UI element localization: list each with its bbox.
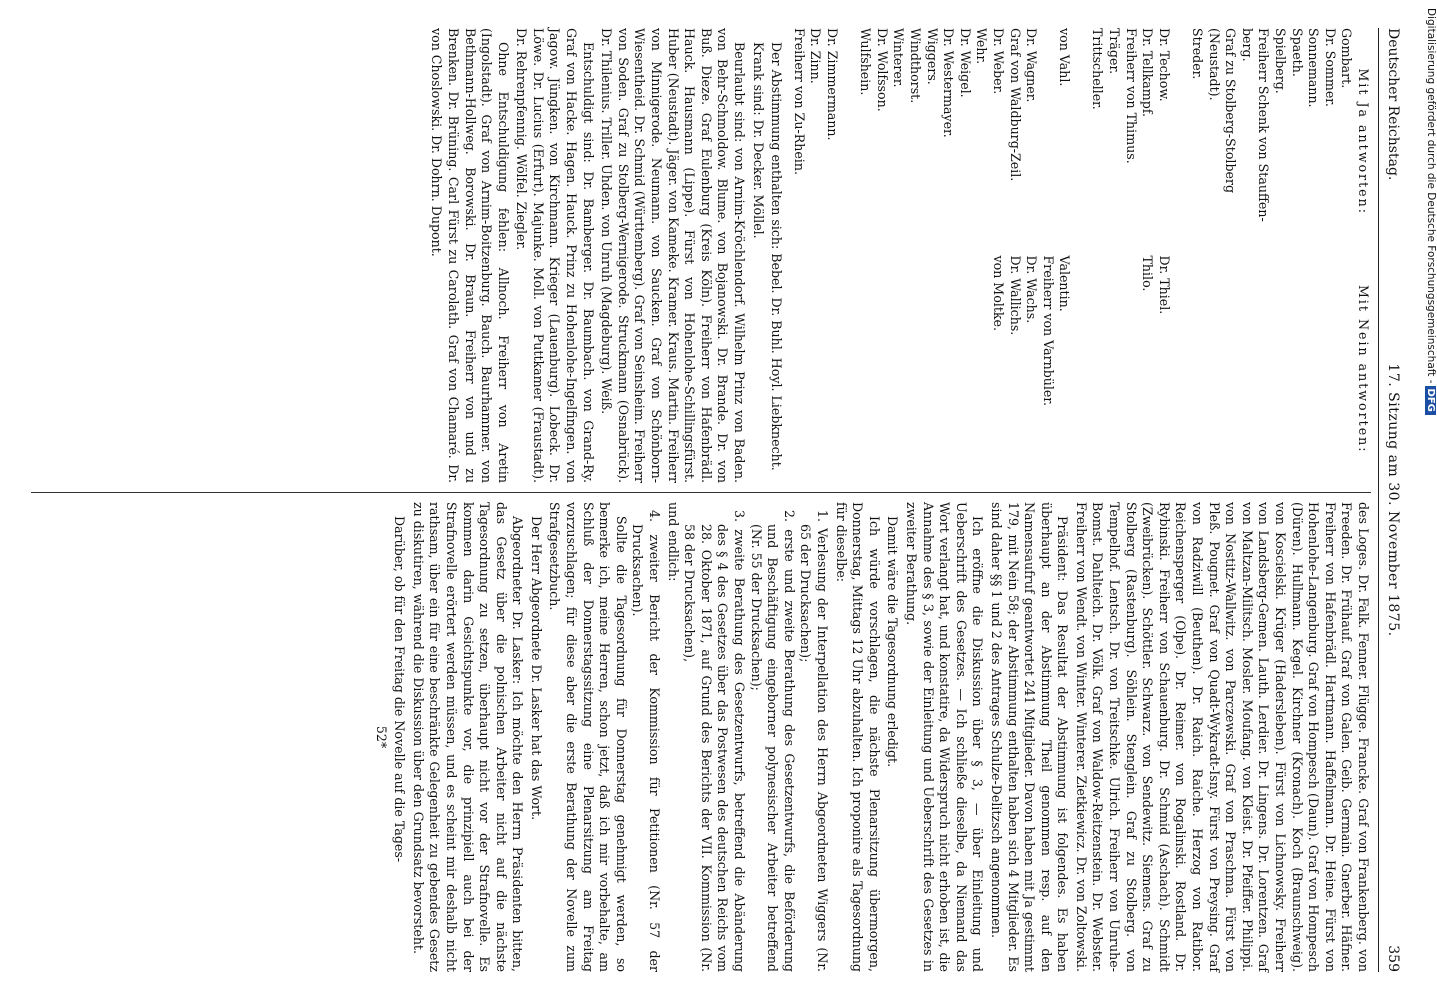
ja-voter: Gombart. [1339,28,1355,89]
sick-paragraph: Krank sind: Dr. Decker. Möllel. [750,42,766,239]
ja-voter: Graf zu Stolberg-Stolberg [1223,28,1239,194]
nein-voter: von Moltke. [990,255,1006,331]
ja-voter: Freiherr von Zu-Rhein. [791,28,807,175]
ja-voter: Dr. Wolfsson. [874,28,890,112]
nein-voter: Freiherr von Varnbüler. [1040,255,1056,407]
paragraph-3-discussion: Ich eröffne die Diskussion über § 3, — über Einleitung und Ueberschrift des Gesetzes. — Ich schließe dieselbe, da Niemand das Wort verlangt hat, und konstatire, da Widerspruch nicht erhoben ist, die Annahme des § 3, sowie der Einleitung und Ueberschrift des Gesetzes in zweiter Berathung. [903,502,986,972]
ja-voter: Windthorst. [907,28,923,104]
dfg-credit-text: Digitalisierung gefördert durch die Deutsche Forschungsgemeinschaft - [1425,8,1437,384]
ja-voter: Spielberg. [1273,28,1289,94]
nein-voter [1122,256,1139,484]
president-result: Präsident: Das Resultat der Abstimmung ist folgendes. Es haben überhaupt an der Abstimmung Theil genommen resp. auf den Namensaufruf geantwortet 241 Mitglieder. Davon haben mit Ja gestimmt 179, mit Nein 58; der Abstimmung enthalten haben sich 4 Mitglieder. Es sind daher §§ 1 und 2 des Antrages Schulze-Delitzsch angenommen. [988,502,1071,972]
absent-paragraph: Ohne Entschuldigung fehlen: Allnoch. Freiherr von Aretin (Ingolstadt). Graf von Arnim-Boitzenburg. Bauch. Baurhammer. von Bethmann-Hollweg. Borowski. Dr. Braun. Freiherr von und zu Brenken. Dr. Brüning. Carl Fürst zu Carolath. Graf von Chamaré. Dr. von Choslowski. Dr. Dohrn. Dupont. [429,28,511,483]
ja-voter [1072,28,1089,256]
on-leave-paragraph: Beurlaubt sind: von Arnim-Kröchlendorf. Wilhelm Prinz von Baden. von Behr-Schmoldow. Blume. von Bojanowski. Dr. Brande. Dr. von Buß. Dieze. Graf Eulenburg (Kreis Köln). Freiherr von Hafenbrädl. Hauck. Hausmann (Lippe). Fürst von Hohenlohe-Schillingsfürst. Huber (Neustadt). Jäger. von Kameke. Kramer. Kraus. Martin. Freiherr von Minnigerode. Neumann. von Saucken. Graf von Schönborn-Wiesentheid. Dr. Schmid (Württemberg). Graf von Seinsheim. Freiherr von Soden. Graf zu Stolberg-Wernigerode. Struckmann (Osnabrück). Dr. Thilenius. Triller. Uhden. von Unruh (Magdeburg). Weiß. [599,28,748,483]
lasker-speech: Abgeordneter Dr. Lasker: Ich möchte den Herrn Präsidenten bitten, das Gesetz über die polnischen Arbeiter nicht auf die nächste Tagesordnung zu setzen, überhaupt nicht vor der Strafnovelle. Es kommen darin Gesichtspunkte vor, die prinzipiell auch bei der Strafnovelle erörtert werden müssen, und es scheint mir deshalb nicht rathsam, über ein für eine beschränkte Gelegenheit zu gebendes Gesetz zu diskutiren, während die Diskussion über den Grundsatz bevorsteht. [410,502,526,972]
nein-voter: Thilo. [1140,255,1156,292]
page-header [1378,28,1405,972]
nein-voter: Dr. Wachs. [1024,255,1040,324]
ja-voter: Wiggers. [924,28,940,85]
ja-voter: Dr. Zinn. [808,28,824,84]
ja-voter: (Neustadt). [1206,28,1222,101]
ja-voter: Streder. [1190,28,1206,80]
ja-voter: Träger. [1107,28,1123,75]
nein-voter [1255,256,1272,484]
ja-voter: Dr. Weigel. [957,28,973,98]
agenda-item: 1. Verlesung der Interpellation des Herrn Abgeordneten Wiggers (Nr. 65 der Drucksachen); [798,510,830,972]
nein-heading: Mit Nein antworten: [1356,284,1371,454]
nein-voter [1288,256,1305,484]
nein-voter [1072,256,1089,484]
dfg-logo: DFG [1425,386,1436,415]
document-page [21,10,1411,990]
right-column [29,502,1371,972]
agenda-item: 3. zweite Berathung des Gesetzentwurfs, betreffend die Abänderung des § 4 des Gesetzes über das Postwesen des deutschen Reichs vom 28. Oktober 1871, auf Grund des Berichts der VII. Kommission (Nr. 58 der Drucksachen), [682,510,748,972]
ja-voter [1039,28,1056,256]
ja-voter [1172,28,1189,256]
header-publication: Deutscher Reichstag. [1385,28,1401,181]
closing-line: Darüber, ob für den Freitag die Novelle auf die Tages- [392,516,408,863]
lasker-floor: Der Herr Abgeordnete Dr. Lasker hat das Wort. [528,516,544,821]
ja-voter: Graf von Waldburg-Zeil. [1007,28,1023,182]
nein-voter [1089,256,1106,484]
abstention-paragraph: Der Abstimmung enthalten sich: Bebel. Dr. Buhl. Hoyl. Liebknecht. [769,42,785,471]
dfg-credit [1425,8,1437,415]
nein-voter [1305,256,1322,484]
names-continued: des Loges. Dr. Falk. Fenner. Flügge. Francke. Graf von Frankenberg. von Freeden. Dr. Frühauf. Graf von Galen. Geib. Germain. Gnerber. Häfner. Freiherr von Hafenbrädl. Hartmann. Haffelmann. Dr. Heine. Fürst von Hohenlohe-Langenburg. Graf von Hompesch (Daun). Graf von Hompesch (Düren). Hullmann. Kegel. Kirchner (Kronach). Koch (Braunschweig). von Koscielski. Krüger (Hadersleben). Fürst von Lichnowsky. Freiherr von Landsberg-Gemen. Lauth. Lerdier. Dr. Lingens. Dr. Lorentzen. Graf von Maltzan-Militsch. Mosler. Moufang. von Kleist. Dr. Pfeiffer. Philippi. von Nostitz-Wallwitz. von Parczewski. Graf von Praschma. Fürst von Pleß. Pougnet. Graf von Quadt-Wykradt-Isny. Fürst von Preysing. Graf von Radziwill (Beuthen). Dr. Raich. Raiche. Herzog von Ratibor. Reichensperger (Olpe). Dr. Reimer. von Rogalinski. Rostland. Dr. Rybinski. Freiherr von Schauenburg. Dr. Schmid (Aschach). Schmidt (Zweibrücken). Schöttler. Schwarz. von Sendewitz. Siemens. Graf zu Stolberg (Rastenburg). Söhlein. Stenglein. Graf zu Stolberg. von Tempelhof. Lentsch. Dr. von Treitschke. Ulrich. Freiherr von Unruhe-Bomst. Dahlteich. Dr. Völk. Graf von Waldow-Reitzenstein. Dr. Webster. Freiherr von Wendt. von Winter. Winterer. Zietkiewicz. Dr. von Zoltowski. [1073,502,1371,972]
nein-voter [1321,256,1338,484]
agenda-item: 2. erste und zweite Berathung des Gesetzentwurfs, die Beförderung und Beschäftigung eingeborner polynesischer Arbeiter betreffend (Nr. 55 der Drucksachen); [748,510,797,972]
ja-heading: Mit Ja antworten: [1356,68,1371,215]
nein-voter: Dr. Wallichs. [1007,255,1023,336]
vote-lists [790,28,1371,483]
friday-note: Sollte die Tagesordnung für Donnerstag genehmigt werden, so bemerke ich, meine Herren, schon jetzt, daß ich mir vorbehalte, am Schluß der Donnerstagssitzung eine Plenarsitzung am Freitag vorzuschlagen; für diese aber die erste Berathung der Novelle zum Strafgesetzbuch. [547,502,629,972]
ja-voter: Dr. Tellkampf. [1140,28,1156,118]
ja-voter: Dr. Wagner. [1024,28,1040,103]
nein-voter [1338,256,1355,484]
nein-voter [1238,256,1255,484]
nein-voter [1106,256,1123,484]
ja-voter: Freiherr von Thimus. [1123,28,1139,164]
ja-voter: Dr. Techow. [1156,28,1172,102]
nein-voter [1222,256,1239,484]
signature-mark: 52* [373,725,389,749]
nein-voter [1188,256,1205,484]
agenda-done: Damit wäre die Tagesordnung erledigt. [885,516,901,768]
agenda-item: und endlich: [665,502,681,582]
ja-voter: von Vahl. [1057,28,1073,87]
column-divider [31,492,1371,493]
nein-voter [1205,256,1222,484]
excused-paragraph: Entschuldigt sind: Dr. Bamberger. Dr. Baumbach. von Grand-Ry. Graf von Hacke. Hagen. Hauck. Prinz zu Hohenlohe-Ingelfingen. von Jagow. Jüngken. von Kirchmann. Krieger (Lauenburg). Lobeck. Dr. Löwe. Dr. Lucius (Erfurt). Majunke. Moll. von Puttkamer (Fraustadt). Dr. Rehrenpfennig. Wölfel. Ziegler. [514,28,596,483]
ja-voter: Wehr. [974,28,990,65]
ja-voter: Dr. Weber. [990,28,1006,95]
ja-voter [840,28,857,256]
nein-list [790,256,1371,484]
ja-voter: Freiherr Schenk von Stauffen- [1256,28,1272,222]
header-session: 17. Sitzung am 30. November 1875. [1385,363,1401,637]
agenda-proposal: Ich würde vorschlagen, die nächste Plenarsitzung übermorgen, Donnerstag, Mittags 12 Uhr abzuhalten. Ich proponire als Tagesordnung für dieselbe: [833,502,882,972]
nein-voter: Valentin. [1057,255,1073,312]
ja-list [790,28,1371,256]
nein-voter [1271,256,1288,484]
nein-voter [1172,256,1189,484]
left-column [29,28,1371,483]
ja-voter: Wulfshein. [858,28,874,96]
ja-voter: Dr. Zimmermann. [825,28,840,141]
nein-voter: Dr. Thiel. [1156,255,1172,315]
ja-voter: Winterer. [891,28,907,88]
page-number: 359 [1385,945,1401,972]
ja-voter: berg. [1239,28,1255,62]
ja-voter: Dr. Sommer. [1322,28,1338,107]
ja-voter: Sonnemann. [1306,28,1322,108]
ja-voter: Trittscheller. [1090,28,1106,110]
ja-voter: Dr. Westermayer. [941,28,957,138]
ja-voter: Spaeth. [1289,28,1305,77]
agenda-item: 4. zweiter Bericht der Kommission für Petitionen (Nr. 57 der Drucksachen). [630,510,663,972]
